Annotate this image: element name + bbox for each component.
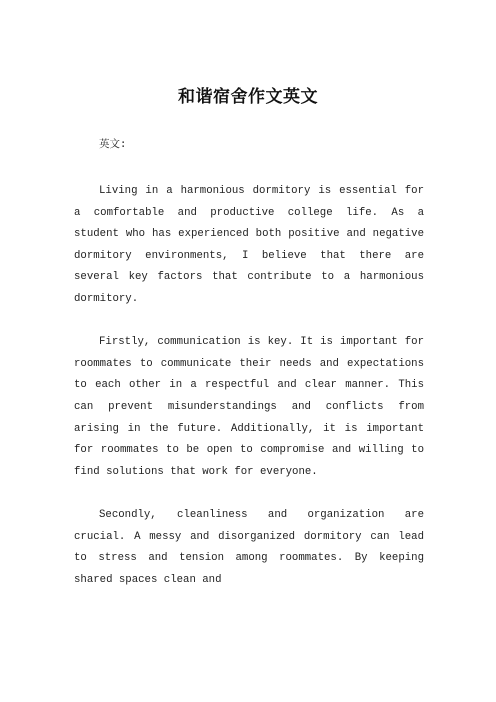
section-label: 英文: <box>99 138 127 150</box>
document-title: 和谐宿舍作文英文 <box>178 87 318 107</box>
document-body <box>74 181 424 613</box>
paragraph-1: Living in a harmonious dormitory is essential for a comfortable and productive college life. As a student who has experienced both positive and negative dormitory environments, I believe that there are several key factors that contribute to a harmonious dormitory. <box>74 185 424 305</box>
paragraph-3: Secondly, cleanliness and organization are crucial. A messy and disorganized dormitory can lead to stress and tension among roommates. By keeping shared spaces clean and <box>74 508 424 586</box>
paragraph-2: Firstly, communication is key. It is important for roommates to communicate their needs and expectations to each other in a respectful and clear manner. This can prevent misunderstandings and conflicts from arising in the future. Additionally, it is important for roommates to be open to compromise and willing to find solutions that work for everyone. <box>74 336 424 478</box>
